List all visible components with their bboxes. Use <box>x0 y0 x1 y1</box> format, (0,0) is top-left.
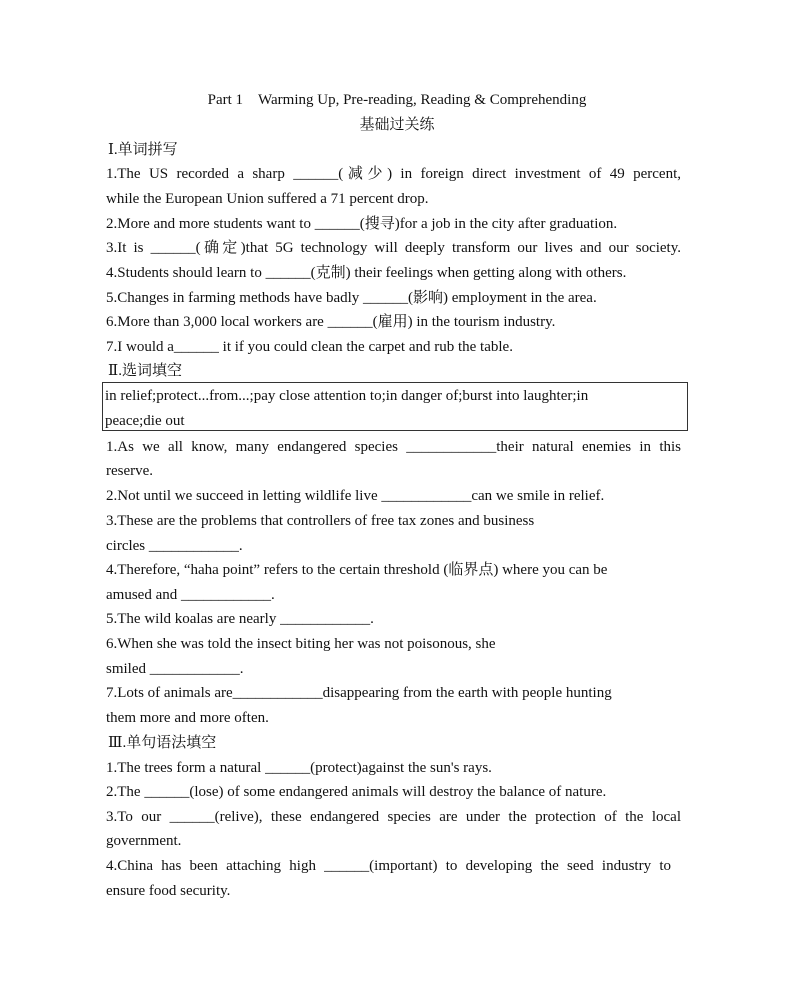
word-bank-line: peace;die out <box>105 413 185 429</box>
section-2-line: 6.When she was told the insect biting her was not poisonous, she <box>106 636 496 652</box>
section-1-line: 1.The US recorded a sharp ______(减少) in foreign direct investment of 49 percent, <box>106 166 681 182</box>
section-3-line: government. <box>106 833 182 849</box>
section-3-heading: Ⅲ.单句语法填空 <box>108 735 217 751</box>
section-1-line: 6.More than 3,000 local workers are ______(雇用) in the tourism industry. <box>106 314 556 330</box>
section-3-line: 3.To our ______(relive), these endangered species are under the protection of the local <box>106 809 681 825</box>
section-3-line: 2.The ______(lose) of some endangered animals will destroy the balance of nature. <box>106 784 607 800</box>
section-2-line: amused and ____________. <box>106 587 275 603</box>
section-1-line: 7.I would a______ it if you could clean the carpet and rub the table. <box>106 339 513 355</box>
section-2-line: 1.As we all know, many endangered species ____________their natural enemies in this <box>106 439 681 455</box>
section-2-line: 5.The wild koalas are nearly ____________. <box>106 611 374 627</box>
section-1-line: 5.Changes in farming methods have badly ______(影响) employment in the area. <box>106 290 597 306</box>
page-title: Part 1 Warming Up, Pre-reading, Reading & Comprehending <box>207 92 587 108</box>
page-subtitle: 基础过关练 <box>359 117 435 133</box>
section-2-line: 3.These are the problems that controllers of free tax zones and business <box>106 513 535 529</box>
section-2-line: them more and more often. <box>106 710 269 726</box>
section-1-line: while the European Union suffered a 71 percent drop. <box>106 191 429 207</box>
section-2-line: circles ____________. <box>106 538 243 554</box>
section-3-line: 4.China has been attaching high ______(important) to developing the seed industry to <box>106 858 671 874</box>
section-1-line: 2.More and more students want to ______(搜寻)for a job in the city after graduation. <box>106 216 618 232</box>
section-1-line: 4.Students should learn to ______(克制) their feelings when getting along with others. <box>106 265 627 281</box>
section-2-line: reserve. <box>106 463 154 479</box>
section-2-line: smiled ____________. <box>106 661 244 677</box>
word-bank-line: in relief;protect...from...;pay close attention to;in danger of;burst into laughter;in <box>105 388 589 404</box>
section-2-line: 7.Lots of animals are____________disappearing from the earth with people hunting <box>106 685 612 701</box>
section-3-line: ensure food security. <box>106 883 231 899</box>
section-1-heading: Ⅰ.单词拼写 <box>108 142 178 158</box>
section-2-line: 2.Not until we succeed in letting wildlife live ____________can we smile in relief. <box>106 488 605 504</box>
section-2-line: 4.Therefore, “haha point” refers to the certain threshold (临界点) where you can be <box>106 562 608 578</box>
section-2-heading: Ⅱ.选词填空 <box>108 363 182 379</box>
section-1-line: 3.It is ______(确定)that 5G technology will deeply transform our lives and our society. <box>106 240 681 256</box>
section-3-line: 1.The trees form a natural ______(protect)against the sun's rays. <box>106 760 492 776</box>
